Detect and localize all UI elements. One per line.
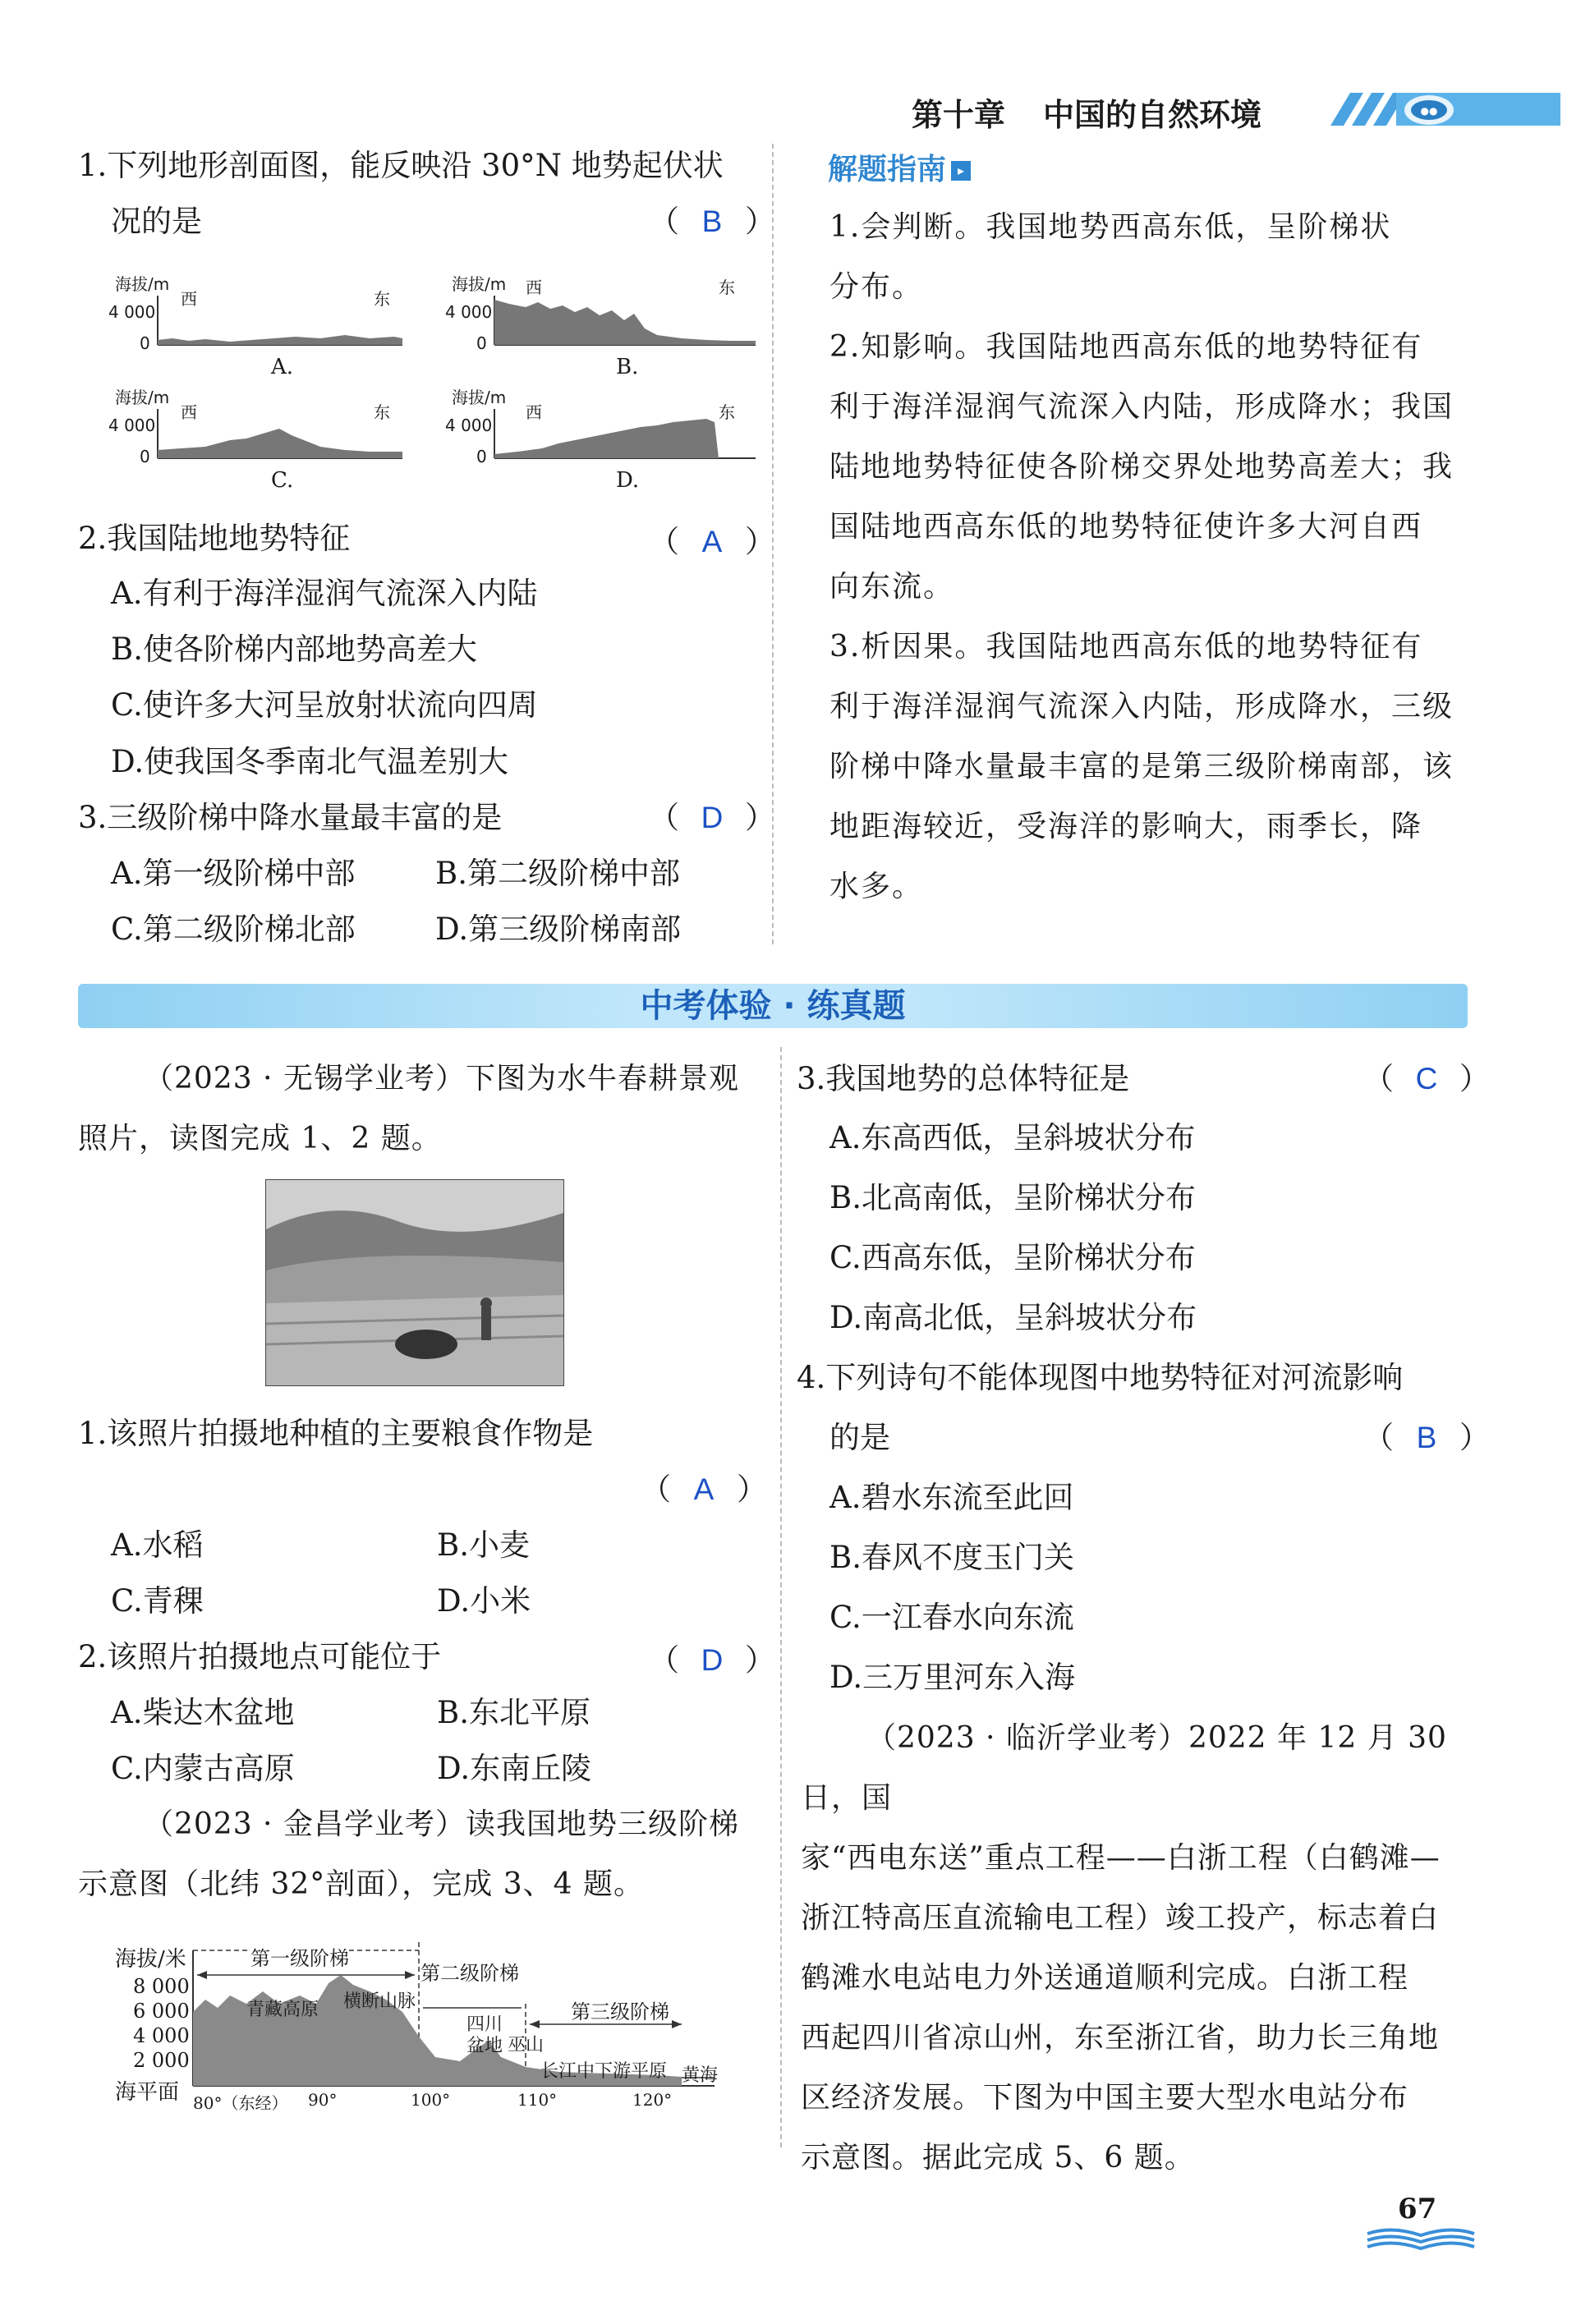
terrain-y-tick: 8 000 <box>133 1975 190 1998</box>
profile-b-caption: B. <box>616 355 639 379</box>
guide-line: 3.析因果。我国陆地西高东低的地势特征有 <box>829 630 1423 664</box>
terrain-x-tick: 100° <box>411 2090 451 2110</box>
profile-a-graph <box>156 296 402 353</box>
exam-q4-answer-value: B <box>1416 1421 1437 1454</box>
profile-c-caption: C. <box>271 468 294 493</box>
exam-q3-stem: 3.我国地势的总体特征是 <box>797 1061 1130 1096</box>
profile-d-graph <box>493 409 756 466</box>
chapter-title: 中国的自然环境 <box>1043 97 1262 133</box>
profile-c-west: 西 <box>181 402 197 422</box>
profile-a-caption: A. <box>271 355 294 379</box>
guide-line: 1.会判断。我国地势西高东低，呈阶梯状 <box>829 210 1392 244</box>
exam-q4-option-d: D.三万里河东入海 <box>829 1660 1076 1695</box>
profile-a-tick-high: 4 000 <box>108 302 156 322</box>
exam-q4-option-c: C.一江春水向东流 <box>829 1600 1074 1635</box>
q2-option-d: D.使我国冬季南北气温差别大 <box>111 744 509 779</box>
profile-b-ylabel: 海拔/m <box>452 274 507 294</box>
profile-d-caption: D. <box>616 468 640 493</box>
exam-q3-option-c: C.西高东低，呈阶梯状分布 <box>829 1240 1196 1275</box>
q1-answer: （ B ） <box>649 202 775 241</box>
q1-stem-line2: 况的是 <box>111 204 202 239</box>
q3-option-a: A.第一级阶梯中部 <box>111 856 356 891</box>
profile-c-ylabel: 海拔/m <box>115 388 170 407</box>
guide-line: 地距海较近，受海洋的影响大，雨季长，降 <box>829 810 1423 843</box>
q1-answer-value: B <box>701 204 723 238</box>
guide-line: 陆地地势特征使各阶梯交界处地势高差大；我 <box>829 450 1454 484</box>
profile-b-east: 东 <box>719 278 735 297</box>
profile-c <box>108 384 427 508</box>
terrain-y-title: 海拔/米 <box>115 1947 186 1972</box>
profile-d <box>445 384 764 508</box>
terrain-place: 四川盆地 <box>466 2014 503 2056</box>
exam-q1-answer: （ A ） <box>641 1470 767 1509</box>
profile-d-west: 西 <box>526 402 542 422</box>
column-divider-lower <box>780 1047 782 2147</box>
terrain-profile-diagram <box>115 1926 723 2123</box>
guide-line: 利于海洋湿润气流深入内陆，形成降水，三级 <box>829 690 1454 723</box>
profile-c-graph <box>156 409 402 466</box>
profile-b-tick-high: 4 000 <box>445 302 493 322</box>
exam-q2-option-a: A.柴达木盆地 <box>111 1695 295 1730</box>
guide-line: 阶梯中降水量最丰富的是第三级阶梯南部，该 <box>829 750 1454 783</box>
terrain-place: 长江中下游平原 <box>540 2061 668 2082</box>
terrain-x-tick: 120° <box>632 2090 673 2110</box>
q3-option-c: C.第二级阶梯北部 <box>111 912 356 947</box>
profile-a-east: 东 <box>374 289 390 309</box>
book-logo-icon <box>1400 90 1458 131</box>
exam-q1-option-b: B.小麦 <box>437 1527 530 1563</box>
banner-title: 中考体验 · 练真题 <box>640 987 906 1025</box>
exam-intro-1: （2023 · 无锡学业考）下图为水牛春耕景观 照片，读图完成 1、2 题。 <box>78 1062 739 1155</box>
chapter-number: 第十章 <box>912 97 1006 133</box>
terrain-y-tick: 6 000 <box>133 2000 190 2023</box>
profile-c-tick-zero: 0 <box>140 447 150 466</box>
q3-answer-value: D <box>701 801 724 834</box>
open-book-icon <box>1363 2225 1478 2253</box>
exam-q2-stem: 2.该照片拍摄地点可能位于 <box>78 1639 442 1674</box>
exam-q4-stem-line1: 4.下列诗句不能体现图中地势特征对河流影响 <box>797 1360 1404 1395</box>
section-banner <box>78 984 1468 1028</box>
guide-line: 分布。 <box>829 270 924 304</box>
profile-d-ylabel: 海拔/m <box>452 388 507 407</box>
profile-a-west: 西 <box>181 289 197 309</box>
guide-text <box>829 197 1478 916</box>
q2-answer-value: A <box>701 525 723 558</box>
terrain-x-tick: 80°（东经） <box>193 2093 288 2113</box>
profile-d-tick-zero: 0 <box>476 447 487 466</box>
guide-line: 向东流。 <box>829 570 955 604</box>
exam-q4-option-b: B.春风不度玉门关 <box>829 1540 1074 1575</box>
guide-line: 国陆地西高东低的地势特征使许多大河自西 <box>829 510 1423 544</box>
terrain-step-3: 第三级阶梯 <box>571 2000 669 2023</box>
q3-option-b: B.第二级阶梯中部 <box>435 856 680 891</box>
exam-q1-option-a: A.水稻 <box>111 1527 204 1563</box>
exam-q4-answer: （ B ） <box>1363 1418 1490 1458</box>
guide-arrow-icon: ▸ <box>951 161 971 181</box>
profile-c-east: 东 <box>374 402 390 422</box>
exam-intro-2: （2023 · 金昌学业考）读我国地势三级阶梯 示意图（北纬 32°剖面），完成 3、4 题。 <box>78 1807 739 1901</box>
terrain-x-tick: 110° <box>517 2090 558 2110</box>
exam-q3-answer: （ C ） <box>1363 1059 1490 1099</box>
exam-q2-option-c: C.内蒙古高原 <box>111 1751 295 1786</box>
profile-b-graph <box>493 296 756 353</box>
exam-q2-option-d: D.东南丘陵 <box>437 1751 592 1786</box>
exam-q1-stem: 1.该照片拍摄地种植的主要粮食作物是 <box>78 1416 594 1451</box>
profile-c-tick-high: 4 000 <box>108 416 156 435</box>
terrain-place: 横断山脉 <box>343 1991 416 2012</box>
guide-line: 2.知影响。我国陆地西高东低的地势特征有 <box>829 330 1423 364</box>
terrain-sea-level: 海平面 <box>115 2080 180 2105</box>
exam-q3-option-a: A.东高西低，呈斜坡状分布 <box>829 1120 1196 1155</box>
profile-b <box>445 271 764 394</box>
exam-q1-option-c: C.青稞 <box>111 1583 204 1619</box>
exam-q4-stem-line2: 的是 <box>829 1420 890 1455</box>
exam-q1-answer-value: A <box>693 1472 715 1506</box>
q3-answer: （ D ） <box>649 798 775 838</box>
profile-d-east: 东 <box>719 402 735 422</box>
q1-stem-line1: 1.下列地形剖面图，能反映沿 30°N 地势起伏状 <box>78 148 724 183</box>
terrain-y-tick: 4 000 <box>133 2024 190 2047</box>
q3-option-d: D.第三级阶梯南部 <box>435 912 682 947</box>
profile-a <box>108 271 427 394</box>
page-number: 67 <box>1398 2193 1437 2225</box>
exam-q4-option-a: A.碧水东流至此回 <box>829 1480 1074 1515</box>
exam-q2-option-b: B.东北平原 <box>437 1695 591 1730</box>
exam-q3-option-d: D.南高北低，呈斜坡状分布 <box>829 1300 1197 1335</box>
exam-q3-option-b: B.北高南低，呈阶梯状分布 <box>829 1180 1196 1215</box>
profile-b-west: 西 <box>526 278 542 297</box>
profile-d-tick-high: 4 000 <box>445 416 493 435</box>
q2-answer: （ A ） <box>649 522 775 562</box>
q2-option-c: C.使许多大河呈放射状流向四周 <box>111 687 538 723</box>
guide-line: 利于海洋湿润气流深入内陆，形成降水；我国 <box>829 390 1454 424</box>
exam-q3-answer-value: C <box>1415 1062 1438 1095</box>
q2-option-a: A.有利于海洋湿润气流深入内陆 <box>111 576 538 611</box>
exam-q2-answer-value: D <box>701 1643 724 1677</box>
terrain-place: 巫山 <box>508 2035 545 2055</box>
profile-b-tick-zero: 0 <box>476 333 487 353</box>
terrain-step-1: 第一级阶梯 <box>250 1942 349 1971</box>
exam-q2-answer: （ D ） <box>649 1641 775 1680</box>
profile-a-tick-zero: 0 <box>140 333 150 353</box>
exam-intro-3: （2023 · 临沂学业考）2022 年 12 月 30 日，国 家“西电东送”重点工程——白浙工程（白鹤滩— 浙江特高压直流输电工程）竣工投产，标志着白 鹤滩水电站电力外送通道顺利完成。白浙工程 西起四川省凉山州，东至浙江省，助力长三角地 区经济发展。下图为中国主要大型水电站分布 示意图。据此完成 5、6 题。 <box>801 1721 1447 2175</box>
q3-stem: 3.三级阶梯中降水量最丰富的是 <box>78 800 503 835</box>
q2-stem: 2.我国陆地地势特征 <box>78 521 351 556</box>
profile-a-ylabel: 海拔/m <box>115 274 170 294</box>
guide-line: 水多。 <box>829 870 924 903</box>
terrain-place: 青藏高原 <box>246 2000 319 2020</box>
terrain-x-tick: 90° <box>308 2090 338 2110</box>
q2-option-b: B.使各阶梯内部地势高差大 <box>111 632 477 667</box>
exam-q1-option-d: D.小米 <box>437 1583 531 1619</box>
buffalo-plowing-photo <box>265 1179 564 1386</box>
column-divider-upper <box>772 144 774 944</box>
svg-text:●●: ●● <box>1420 105 1438 117</box>
terrain-place: 黄海 <box>682 2065 719 2086</box>
terrain-y-tick: 2 000 <box>133 2049 190 2072</box>
guide-title: 解题指南 ▸ <box>828 146 971 188</box>
terrain-step-2: 第二级阶梯 <box>420 1962 519 1985</box>
header-bar <box>887 86 1560 134</box>
